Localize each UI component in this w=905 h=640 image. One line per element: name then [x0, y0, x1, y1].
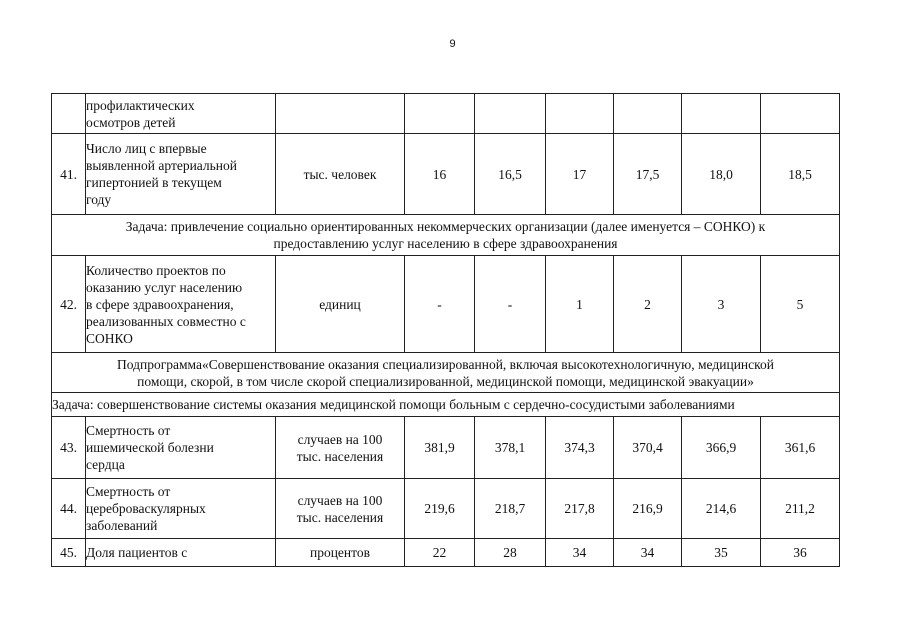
year-value-cell: 34: [614, 539, 682, 567]
year-value-cell: [614, 94, 682, 134]
year-value-cell: 216,9: [614, 479, 682, 539]
year-value-cell: -: [475, 256, 546, 353]
year-value-cell: 22: [405, 539, 475, 567]
year-value-cell: [546, 94, 614, 134]
year-value-cell: 1: [546, 256, 614, 353]
row-number: 41.: [52, 134, 86, 215]
page-number: 9: [449, 38, 456, 50]
section-row: [52, 215, 840, 256]
indicator-name: Число лиц с впервые выявленной артериальной гипертонией в текущем году: [86, 134, 276, 215]
section-row: [52, 353, 840, 393]
year-value-cell: 5: [761, 256, 840, 353]
year-value-cell: 17,5: [614, 134, 682, 215]
unit-of-measure: случаев на 100 тыс. населения: [276, 417, 405, 479]
year-value-cell: 381,9: [405, 417, 475, 479]
year-value-cell: 370,4: [614, 417, 682, 479]
year-value-cell: 217,8: [546, 479, 614, 539]
unit-of-measure: [276, 94, 405, 134]
indicators-table: [51, 93, 840, 567]
row-number: [52, 94, 86, 134]
year-value-cell: 16,5: [475, 134, 546, 215]
indicator-name: профилактических осмотров детей: [86, 94, 276, 134]
unit-of-measure: случаев на 100 тыс. населения: [276, 479, 405, 539]
table-row: [52, 256, 840, 353]
indicator-name: Смертность от ишемической болезни сердца: [86, 417, 276, 479]
table-row: [52, 539, 840, 567]
year-value-cell: 211,2: [761, 479, 840, 539]
year-value-cell: -: [405, 256, 475, 353]
indicator-name: Смертность от цереброваскулярных заболеваний: [86, 479, 276, 539]
year-value-cell: [475, 94, 546, 134]
year-value-cell: [761, 94, 840, 134]
table-row: [52, 479, 840, 539]
row-number: 42.: [52, 256, 86, 353]
section-heading: Подпрограмма«Совершенствование оказания специализированной, включая высокотехнологичную, медицинской помощи, скорой, в том числе скорой специализированной, медицинской помощи, медицинской эвакуации»: [52, 353, 840, 393]
year-value-cell: 34: [546, 539, 614, 567]
unit-of-measure: тыс. человек: [276, 134, 405, 215]
row-number: 43.: [52, 417, 86, 479]
task-heading: Задача: совершенствование системы оказания медицинской помощи больным с сердечно-сосудистыми заболеваниями: [52, 393, 840, 417]
indicator-name: Доля пациентов с: [86, 539, 276, 567]
year-value-cell: [405, 94, 475, 134]
year-value-cell: [682, 94, 761, 134]
table-row: [52, 134, 840, 215]
unit-of-measure: единиц: [276, 256, 405, 353]
unit-of-measure: процентов: [276, 539, 405, 567]
year-value-cell: 3: [682, 256, 761, 353]
table-row: [52, 417, 840, 479]
year-value-cell: 28: [475, 539, 546, 567]
year-value-cell: 2: [614, 256, 682, 353]
year-value-cell: 17: [546, 134, 614, 215]
year-value-cell: 374,3: [546, 417, 614, 479]
year-value-cell: 218,7: [475, 479, 546, 539]
section-row: [52, 393, 840, 417]
year-value-cell: 361,6: [761, 417, 840, 479]
row-number: 45.: [52, 539, 86, 567]
year-value-cell: 36: [761, 539, 840, 567]
year-value-cell: 35: [682, 539, 761, 567]
year-value-cell: 378,1: [475, 417, 546, 479]
year-value-cell: 366,9: [682, 417, 761, 479]
row-number: 44.: [52, 479, 86, 539]
year-value-cell: 18,0: [682, 134, 761, 215]
indicator-name: Количество проектов по оказанию услуг населению в сфере здравоохранения, реализованных совместно с СОНКО: [86, 256, 276, 353]
year-value-cell: 18,5: [761, 134, 840, 215]
table-row: [52, 94, 840, 134]
year-value-cell: 16: [405, 134, 475, 215]
year-value-cell: 219,6: [405, 479, 475, 539]
section-heading: Задача: привлечение социально ориентированных некоммерческих организации (далее именуется – СОНКО) к предоставлению услуг населению в сфере здравоохранения: [52, 215, 840, 256]
year-value-cell: 214,6: [682, 479, 761, 539]
